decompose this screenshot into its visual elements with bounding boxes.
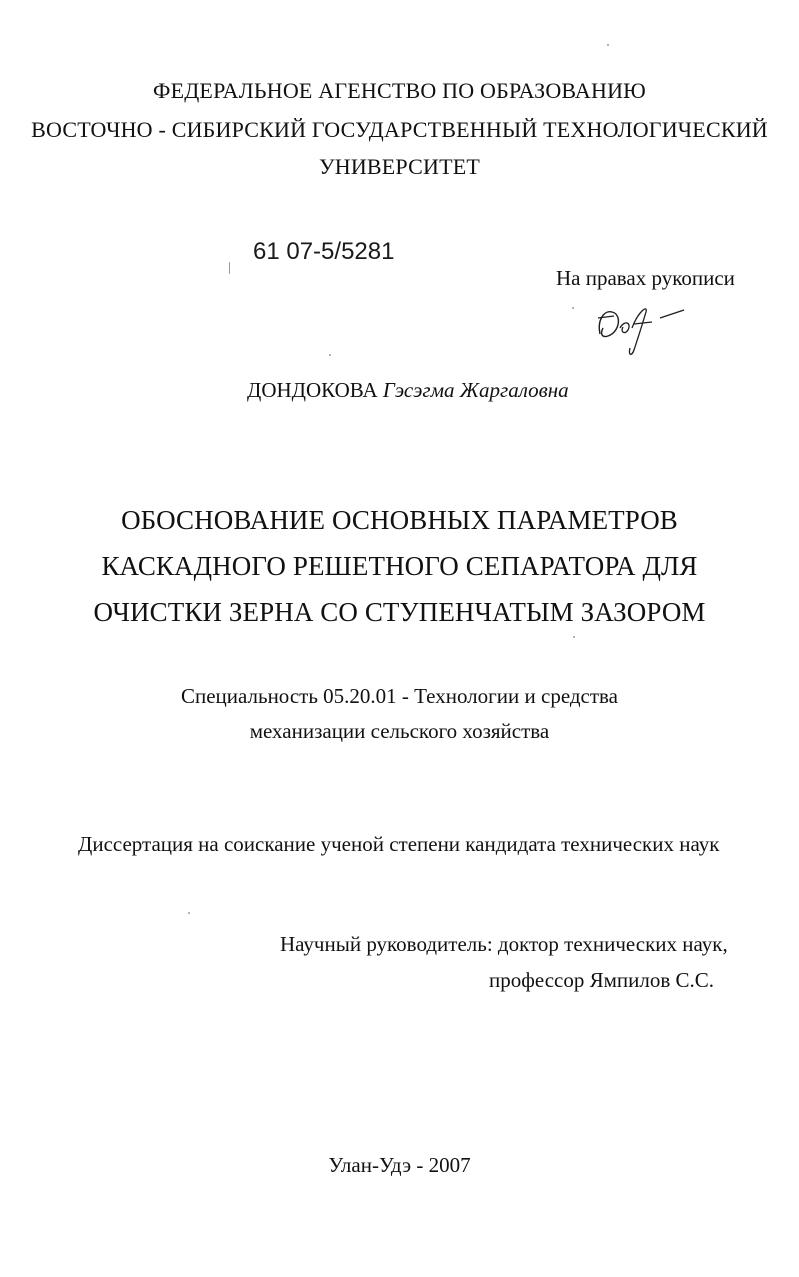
scan-speck — [572, 307, 574, 309]
supervisor-line-2: профессор Ямпилов С.С. — [489, 968, 715, 992]
scan-speck — [607, 44, 609, 46]
supervisor-line-1: Научный руководитель: доктор технических наук, — [280, 932, 728, 956]
dissertation-statement: Диссертация на соискание ученой степени кандидата технических наук — [78, 832, 720, 856]
author-surname: ДОНДОКОВА — [247, 378, 378, 402]
organization-line-1: ФЕДЕРАЛЬНОЕ АГЕНСТВО ПО ОБРАЗОВАНИЮ — [153, 78, 646, 103]
scan-speck — [573, 636, 575, 638]
specialty-line-2: механизации сельского хозяйства — [249, 719, 550, 743]
organization-line-2: ВОСТОЧНО - СИБИРСКИЙ ГОСУДАРСТВЕННЫЙ ТЕХНОЛОГИЧЕСКИЙ — [31, 117, 768, 142]
author-name — [247, 378, 569, 403]
specialty-line-1: Специальность 05.20.01 - Технологии и средства — [180, 684, 619, 708]
scan-speck — [229, 262, 230, 274]
handwritten-signature — [594, 298, 694, 360]
scan-speck — [188, 912, 190, 914]
title-line-3: ОЧИСТКИ ЗЕРНА СО СТУПЕНЧАТЫМ ЗАЗОРОМ — [93, 597, 706, 627]
organization-line-3: УНИВЕРСИТЕТ — [318, 154, 481, 179]
title-line-2: КАСКАДНОГО РЕШЕТНОГО СЕПАРАТОРА ДЛЯ — [101, 551, 698, 581]
title-line-1: ОБОСНОВАНИЕ ОСНОВНЫХ ПАРАМЕТРОВ — [121, 505, 678, 535]
place-and-year: Улан-Удэ - 2007 — [328, 1153, 471, 1177]
manuscript-rights-label: На правах рукописи — [556, 266, 735, 290]
library-stamp-number: 61 07-5/5281 — [253, 238, 395, 265]
scan-speck — [329, 354, 331, 356]
author-given-names: Гэсэгма Жаргаловна — [382, 378, 569, 402]
